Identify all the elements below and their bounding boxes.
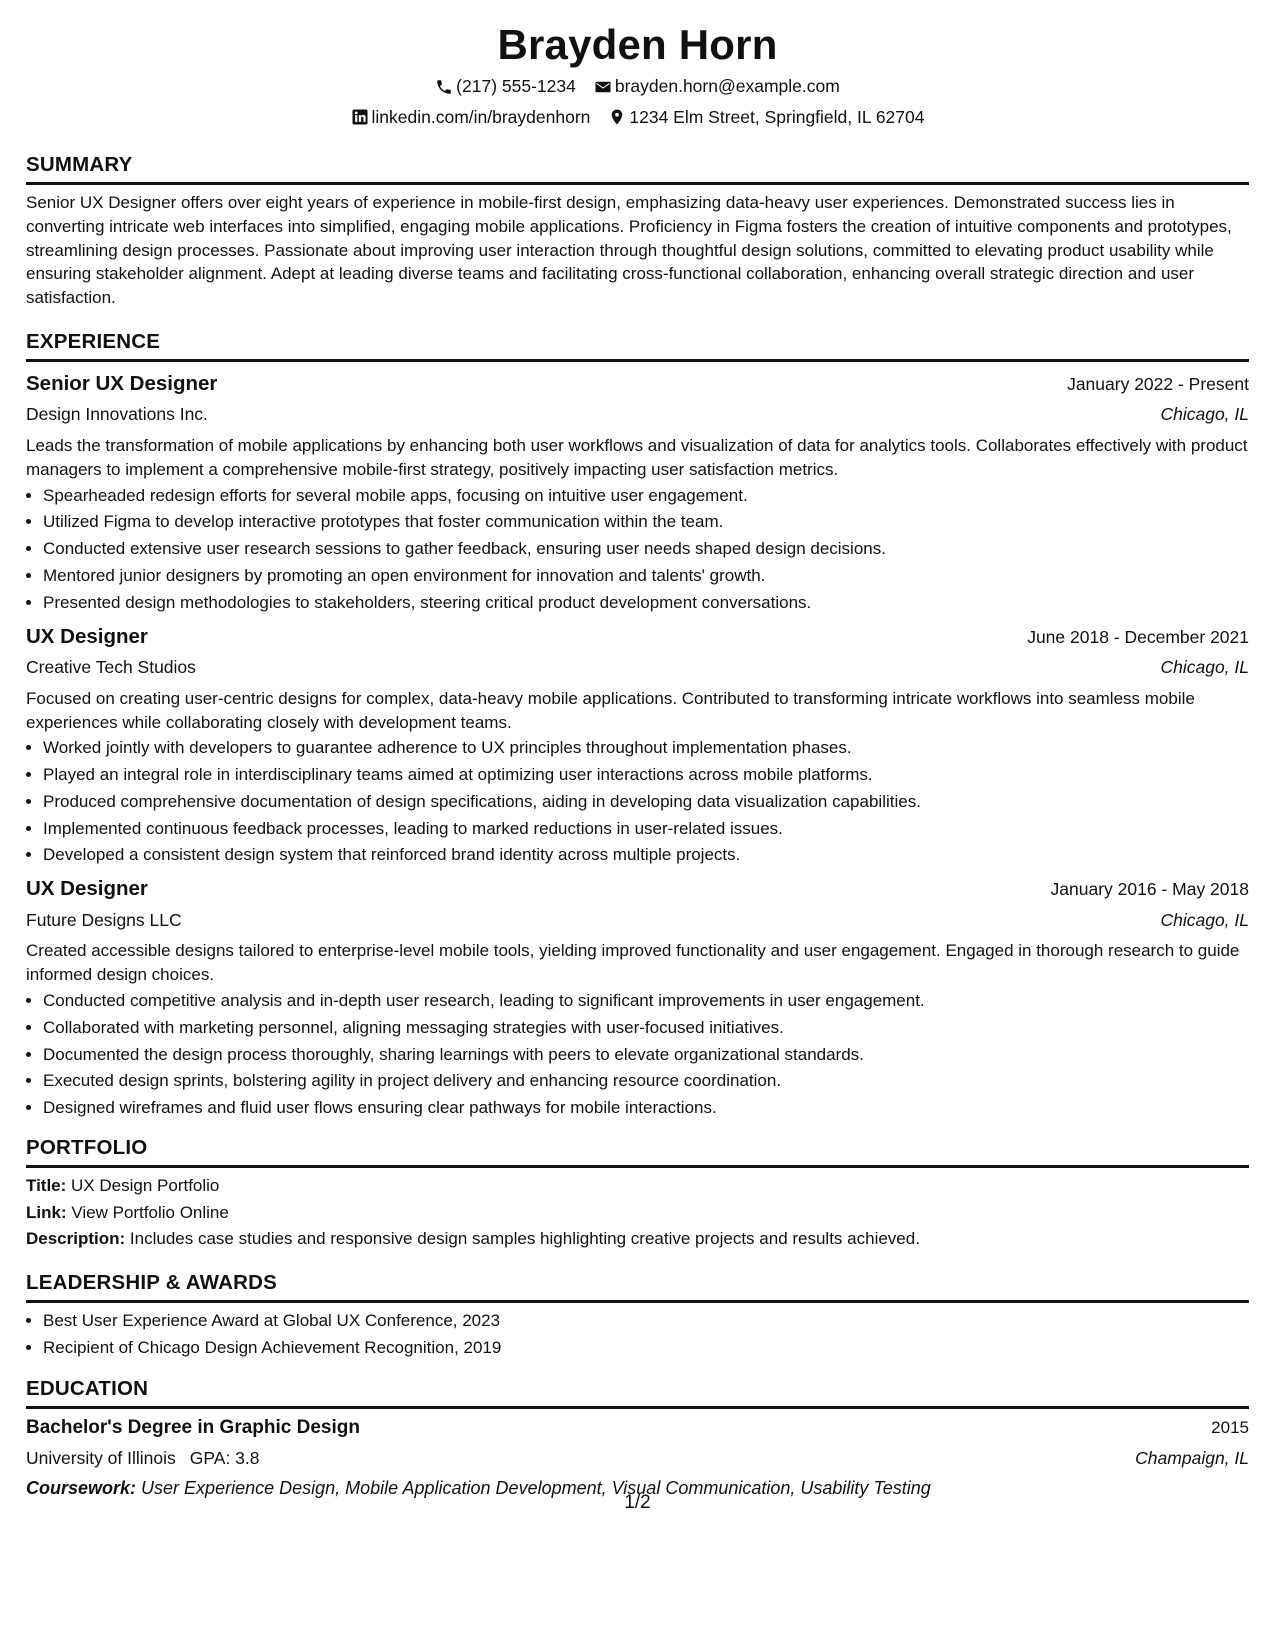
contact-email[interactable]: [594, 74, 840, 99]
phone-number: (217) 555-1234: [456, 76, 576, 97]
job-header: [26, 370, 1249, 399]
portfolio-description-label: Description:: [26, 1229, 126, 1249]
list-item: • Produced comprehensive documentation of design specifications, aiding in developing data visualization capabilities.: [43, 790, 1249, 814]
summary-section: [26, 151, 1249, 310]
education-header: [26, 1415, 1249, 1442]
job-location: Chicago, IL: [1160, 909, 1249, 930]
linkedin-icon: [351, 108, 369, 126]
portfolio-heading: PORTFOLIO: [26, 1134, 1249, 1168]
job-company-row: [26, 655, 1249, 680]
list-item: • Documented the design process thoroughly, sharing learnings with peers to elevate organizational standards.: [43, 1043, 1249, 1067]
company-name: Design Innovations Inc.: [26, 404, 208, 425]
job-bullets: [26, 736, 1249, 867]
list-item: • Developed a consistent design system that reinforced brand identity across multiple projects.: [43, 843, 1249, 867]
leadership-section: [26, 1269, 1249, 1359]
contact-linkedin[interactable]: [351, 105, 591, 130]
job-dates: January 2016 - May 2018: [1050, 879, 1249, 900]
page-number: 1/2: [624, 1492, 651, 1513]
coursework-label: Coursework:: [26, 1478, 137, 1499]
job-bullets: [26, 484, 1249, 615]
education-section: [26, 1375, 1249, 1501]
gpa: GPA: 3.8: [189, 1447, 260, 1468]
school-name: University of Illinois: [26, 1447, 176, 1468]
job-description: Leads the transformation of mobile applications by enhancing both user workflows and visualization of data for analytics tools. Collaborates effectively with product managers to implement a comprehensive mobile-first strategy, positively impacting user satisfaction metrics.: [26, 435, 1248, 479]
portfolio-title-value: UX Design Portfolio: [71, 1175, 220, 1195]
job-header: [26, 623, 1249, 652]
education-school-row: [26, 1446, 1249, 1471]
job-location: Chicago, IL: [1160, 657, 1249, 678]
list-item: • Designed wireframes and fluid user flows ensuring clear pathways for mobile interactions.: [43, 1096, 1249, 1120]
job-description: Created accessible designs tailored to enterprise-level mobile tools, yielding improved functionality and user engagement. Engaged in thorough research to guide informed design choices.: [26, 941, 1240, 985]
company-name: Creative Tech Studios: [26, 657, 196, 678]
job-entry: [26, 370, 1249, 615]
job-title: UX Designer: [26, 624, 148, 648]
portfolio-link-line: [26, 1201, 1249, 1225]
portfolio-link[interactable]: View Portfolio Online: [71, 1202, 229, 1222]
school-info: [26, 1446, 260, 1471]
job-title: Senior UX Designer: [26, 371, 218, 395]
list-item: • Conducted competitive analysis and in-depth user research, leading to significant improvements in user engagement.: [43, 989, 1249, 1013]
portfolio-description-value: Includes case studies and responsive design samples highlighting creative projects and results achieved.: [129, 1229, 920, 1249]
portfolio-title-line: [26, 1174, 1249, 1198]
contact-phone: [435, 74, 576, 99]
education-heading: EDUCATION: [26, 1375, 1249, 1409]
job-company-row: [26, 402, 1249, 427]
list-item: • Utilized Figma to develop interactive prototypes that foster communication within the team.: [43, 510, 1249, 534]
list-item: • Best User Experience Award at Global UX Conference, 2023: [43, 1309, 1249, 1333]
degree-name: Bachelor's Degree in Graphic Design: [26, 1417, 360, 1439]
portfolio-title-label: Title:: [26, 1175, 67, 1195]
contact-address: [608, 105, 924, 130]
experience-heading: EXPERIENCE: [26, 328, 1249, 362]
list-item: • Mentored junior designers by promoting an open environment for innovation and talents' growth.: [43, 564, 1249, 588]
portfolio-description-line: [26, 1227, 1249, 1251]
coursework-list: User Experience Design, Mobile Application Development, Visual Communication, Usability Testing: [141, 1478, 931, 1499]
list-item: • Worked jointly with developers to guarantee adherence to UX principles throughout implementation phases.: [43, 736, 1249, 760]
list-item: • Executed design sprints, bolstering agility in project delivery and enhancing resource coordination.: [43, 1069, 1249, 1093]
portfolio-section: [26, 1134, 1249, 1251]
leadership-heading: LEADERSHIP & AWARDS: [26, 1269, 1249, 1303]
job-header: [26, 875, 1249, 904]
envelope-icon: [594, 78, 612, 96]
list-item: • Spearheaded redesign efforts for several mobile apps, focusing on intuitive user engagement.: [43, 484, 1249, 508]
candidate-name: Brayden Horn: [497, 21, 778, 68]
job-company-row: [26, 908, 1249, 933]
street-address: 1234 Elm Street, Springfield, IL 62704: [629, 106, 925, 127]
graduation-year: 2015: [1211, 1418, 1249, 1438]
summary-heading: SUMMARY: [26, 151, 1249, 185]
contact-row-secondary: [26, 105, 1249, 130]
map-pin-icon: [608, 108, 626, 126]
school-location: Champaign, IL: [1135, 1447, 1249, 1468]
linkedin-url[interactable]: linkedin.com/in/braydenhorn: [371, 106, 591, 127]
job-title: UX Designer: [26, 877, 148, 901]
contact-row-primary: [26, 74, 1249, 99]
job-dates: January 2022 - Present: [1067, 373, 1249, 394]
phone-icon: [435, 78, 453, 96]
list-item: • Conducted extensive user research sessions to gather feedback, ensuring user needs shaped design decisions.: [43, 537, 1249, 561]
job-description: Focused on creating user-centric designs for complex, data-heavy mobile applications. Contributed to transforming intricate workflows into seamless mobile experiences while collaborating closely with development teams.: [26, 688, 1195, 732]
company-name: Future Designs LLC: [26, 909, 182, 930]
list-item: • Collaborated with marketing personnel, aligning messaging strategies with user-focused initiatives.: [43, 1016, 1249, 1040]
awards-list: [26, 1309, 1249, 1360]
job-entry: [26, 623, 1249, 868]
list-item: • Implemented continuous feedback processes, leading to marked reductions in user-related issues.: [43, 817, 1249, 841]
list-item: • Played an integral role in interdisciplinary teams aimed at optimizing user interactions across mobile platforms.: [43, 763, 1249, 787]
job-entry: [26, 875, 1249, 1120]
experience-section: [26, 328, 1249, 1120]
job-bullets: [26, 989, 1249, 1120]
job-dates: June 2018 - December 2021: [1027, 626, 1249, 647]
email-address[interactable]: brayden.horn@example.com: [614, 76, 840, 97]
job-location: Chicago, IL: [1160, 404, 1249, 425]
list-item: • Presented design methodologies to stakeholders, steering critical product development conversations.: [43, 591, 1249, 615]
portfolio-link-label: Link:: [26, 1202, 67, 1222]
summary-text: Senior UX Designer offers over eight years of experience in mobile-first design, emphasizing data-heavy user experiences. Demonstrated success lies in converting intricate web interfaces into simplified, engaging mobile applications. Proficiency in Figma fosters the creation of intuitive components and prototypes, streamlining design processes. Passionate about improving user interaction through thoughtful design solutions, committed to elevating product usability while ensuring stakeholder alignment. Adept at leading diverse teams and facilitating cross-functional collaboration, enhancing overall strategic direction and user satisfaction.: [26, 193, 1232, 308]
list-item: • Recipient of Chicago Design Achievement Recognition, 2019: [43, 1336, 1249, 1360]
